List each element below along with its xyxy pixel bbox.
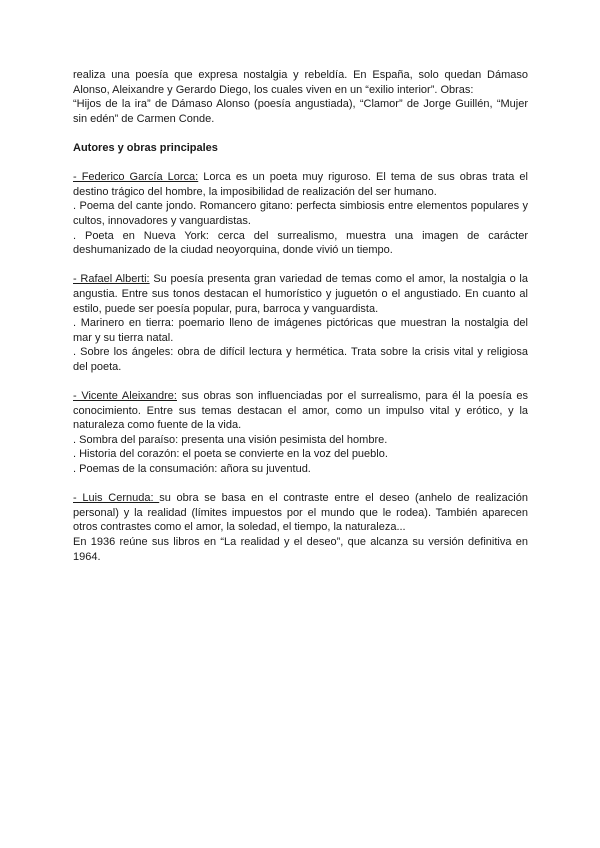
work-item: . Marinero en tierra: poemario lleno de imágenes pictóricas que muestran la nostalgia del mar y su tierra natal.	[73, 317, 528, 344]
author-description-aleixandre: sus obras son influenciadas por el surrealismo, para él la poesía es conocimiento. Entre sus temas destacan el amor, como un impulso vital y erótico, y la naturaleza como fuente de la vida.	[73, 390, 528, 432]
work-item: . Poeta en Nueva York: cerca del surrealismo, muestra una imagen de carácter deshumanizado de la ciudad neoyorquina, donde vivió un tiempo.	[73, 229, 528, 257]
author-paragraph-lorca	[73, 170, 528, 199]
author-paragraph-cernuda	[73, 491, 528, 535]
author-description-alberti: Su poesía presenta gran variedad de temas como el amor, la nostalgia o la angustia. Entre sus tonos destacan el humorístico y juguetón o el angustiado. En cuanto al estilo, puede ser poesía popular, pura, barroca y vanguardista.	[73, 273, 528, 315]
intro-paragraph: realiza una poesía que expresa nostalgia y rebeldía. En España, solo quedan Dámaso Alonso, Aleixandre y Gerardo Diego, los cuales viven en un “exilio interior”. Obras:	[73, 69, 528, 96]
author-description-lorca: Lorca es un poeta muy riguroso. El tema de sus obras trata el destino trágico del hombre, la imposibilidad de realización del ser humano.	[73, 171, 528, 198]
author-name-alberti: - Rafael Alberti:	[73, 273, 150, 286]
work-item: . Poema del cante jondo. Romancero gitano: perfecta simbiosis entre elementos populares y cultos, innovadores y vanguardistas.	[73, 200, 528, 227]
work-item: . Poemas de la consumación: añora su juventud.	[73, 463, 311, 476]
work-item: . Sobre los ángeles: obra de difícil lectura y hermética. Trata sobre la crisis vital y religiosa del poeta.	[73, 346, 528, 373]
author-paragraph-alberti	[73, 272, 528, 316]
author-name-cernuda: - Luis Cernuda:	[73, 492, 160, 505]
work-item: . Historia del corazón: el poeta se convierte en la voz del pueblo.	[73, 448, 388, 461]
document-body	[73, 68, 528, 564]
intro-works-paragraph: “Hijos de la ira” de Dámaso Alonso (poesía angustiada), “Clamor” de Jorge Guillén, “Mujer sin edén” de Carmen Conde.	[73, 98, 528, 125]
author-name-lorca: - Federico García Lorca:	[73, 171, 199, 184]
work-item: En 1936 reúne sus libros en “La realidad y el deseo”, que alcanza su versión definitiva en 1964.	[73, 536, 528, 563]
author-paragraph-aleixandre	[73, 389, 528, 433]
work-item: . Sombra del paraíso: presenta una visión pesimista del hombre.	[73, 433, 388, 446]
author-name-aleixandre: - Vicente Aleixandre:	[73, 390, 177, 403]
section-heading: Autores y obras principales	[73, 141, 218, 154]
author-description-cernuda: su obra se basa en el contraste entre el deseo (anhelo de realización personal) y la realidad (límites impuestos por el mundo que le rodea). También aparecen otros contrastes como el amor, la soledad, el tiempo, la naturaleza...	[73, 492, 528, 534]
